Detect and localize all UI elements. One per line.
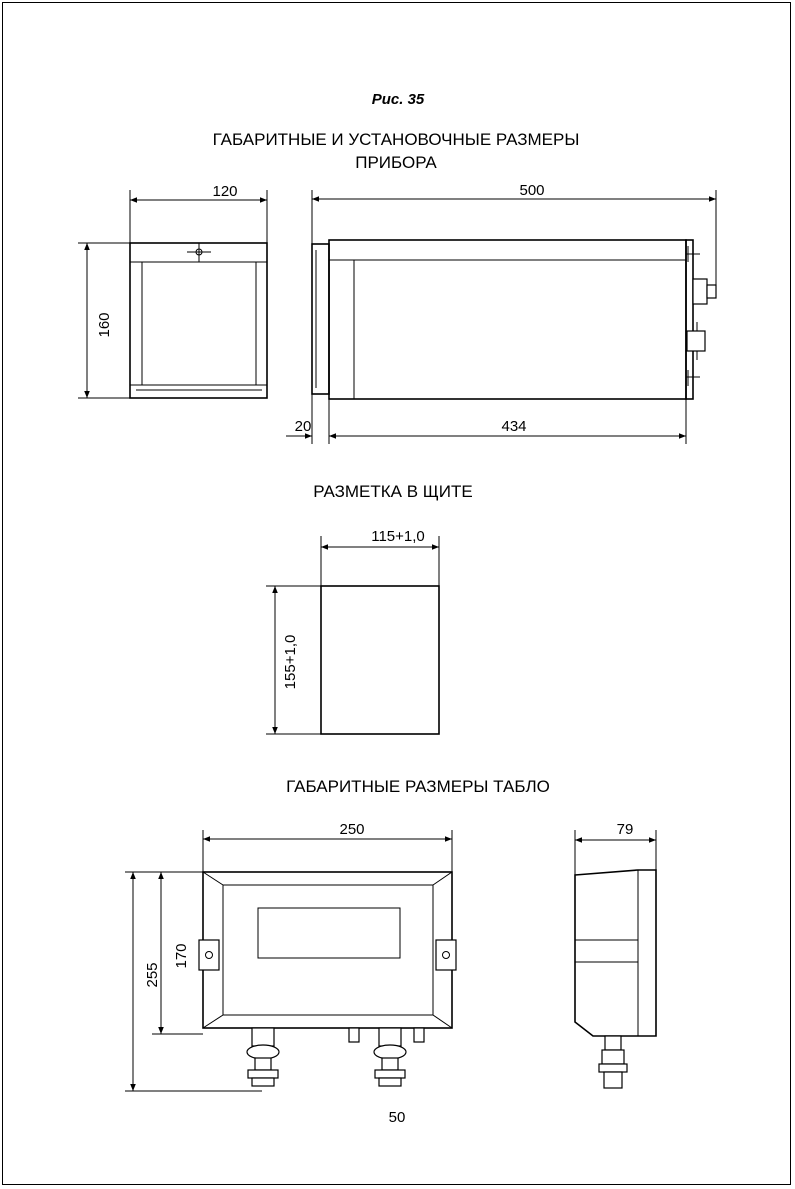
dim-label-width: 120 [212,183,238,200]
dim-label-flange: 20 [294,418,312,435]
dim-label-cutout-height: 155+1,0 [282,634,299,690]
dim-label-body: 434 [501,418,527,435]
section1-title-line1: ГАБАРИТНЫЕ И УСТАНОВОЧНЫЕ РАЗМЕРЫ [212,130,580,149]
dim-label-height: 160 [96,312,113,338]
dim-label-display-height-total: 255 [144,962,161,988]
dim-display-width [203,821,452,872]
figure-label: Рис. 35 [371,91,425,108]
dim-label-cutout-width: 115+1,0 [371,528,425,545]
panel-cutout [266,528,439,734]
dim-device-width [130,183,267,243]
section3-title: ГАБАРИТНЫЕ РАЗМЕРЫ ТАБЛО [286,777,550,796]
display-side-view [575,870,656,1088]
dim-display-depth [575,821,656,875]
dim-label-display-depth: 79 [616,821,634,838]
section2-title: РАЗМЕТКА В ЩИТЕ [313,482,473,501]
dim-device-flange-body [286,394,686,444]
dim-label-length: 500 [519,182,545,199]
dim-device-height [78,243,130,398]
section1-title-line2: ПРИБОРА [355,153,437,172]
dim-label-display-width: 250 [339,821,365,838]
device-front-view [130,243,267,398]
dim-display-heights [125,872,262,1091]
display-front-view [199,872,456,1086]
dim-label-display-height-inner: 170 [173,943,190,969]
dim-device-length [312,182,716,285]
device-side-view [312,240,716,399]
page-number: 50 [388,1109,406,1126]
